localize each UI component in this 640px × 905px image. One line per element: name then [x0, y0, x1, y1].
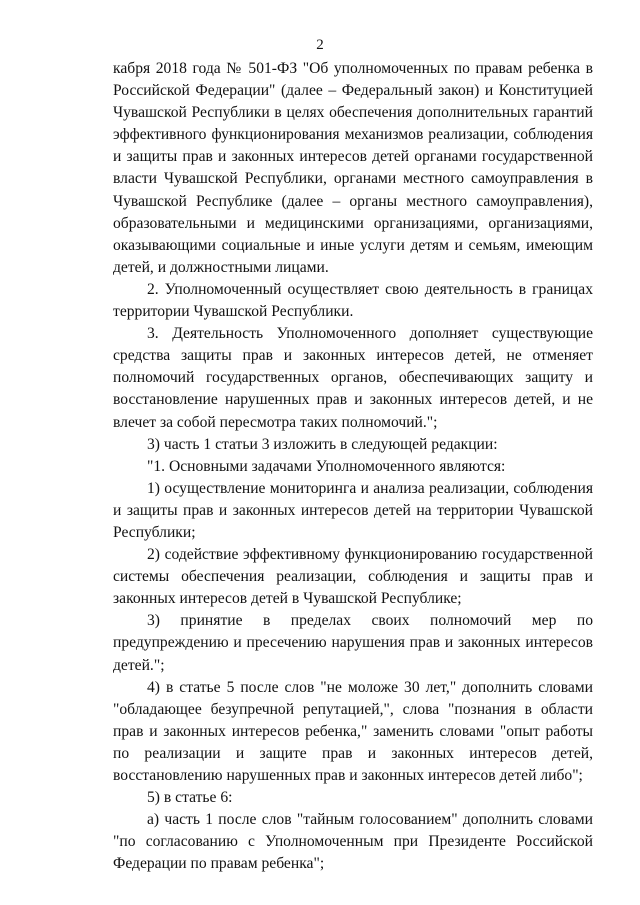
page-number: 2 — [316, 37, 324, 53]
paragraph: 4) в статье 5 после слов "не моложе 30 лет," дополнить словами "обладающее безупречной репутацией,", слова "познания в области прав и законных интересов ребенка," заменить словами "опыт работы по реализации и защите прав и законных интересов детей, восстановлению нарушенных прав и законных интересов детей либо"; — [113, 678, 593, 784]
paragraph: 2) содействие эффективному функционированию государственной системы обеспечения реализации, соблюдения и защиты прав и законных интересов детей в Чувашской Республике; — [113, 546, 593, 608]
paragraph: 3) принятие в пределах своих полномочий мер по предупреждению и пресечению нарушения прав и законных интересов детей."; — [113, 612, 593, 674]
paragraph: 1) осуществление мониторинга и анализа реализации, соблюдения и защиты прав и законных интересов детей на территории Чувашской Республики; — [113, 479, 593, 541]
paragraph: 5) в статье 6: — [147, 789, 233, 807]
document-body — [113, 58, 593, 875]
paragraph: кабря 2018 года № 501-ФЗ "Об уполномоченных по правам ребенка в Российской Федерации" (далее – Федеральный закон) и Конституцией Чувашской Республики в целях обеспечения дополнительных гарантий эффективного функционирования механизмов реализации, соблюдения и защиты прав и законных интересов детей органами государственной власти Чувашской Республики, органами местного самоуправления в Чувашской Республике (далее – органы местного самоуправления), образовательными и медицинскими организациями, организациями, оказывающими социальные и иные услуги детям и семьям, имеющим детей, и должностными лицами. — [113, 60, 593, 276]
paragraph: а) часть 1 после слов "тайным голосованием" дополнить словами "по согласованию с Уполномоченным при Президенте Российской Федерации по правам ребенка"; — [113, 811, 593, 873]
paragraph: 3) часть 1 статьи 3 изложить в следующей редакции: — [147, 435, 498, 453]
paragraph: "1. Основными задачами Уполномоченного являются: — [147, 457, 506, 475]
paragraph: 2. Уполномоченный осуществляет свою деятельность в границах территории Чувашской Республики. — [113, 280, 593, 321]
paragraph: 3. Деятельность Уполномоченного дополняет существующие средства защиты прав и законных интересов детей, не отменяет полномочий государственных органов, обеспечивающих защиту и восстановление нарушенных прав и законных интересов детей, и не влечет за собой пересмотра таких полномочий."; — [113, 325, 593, 431]
